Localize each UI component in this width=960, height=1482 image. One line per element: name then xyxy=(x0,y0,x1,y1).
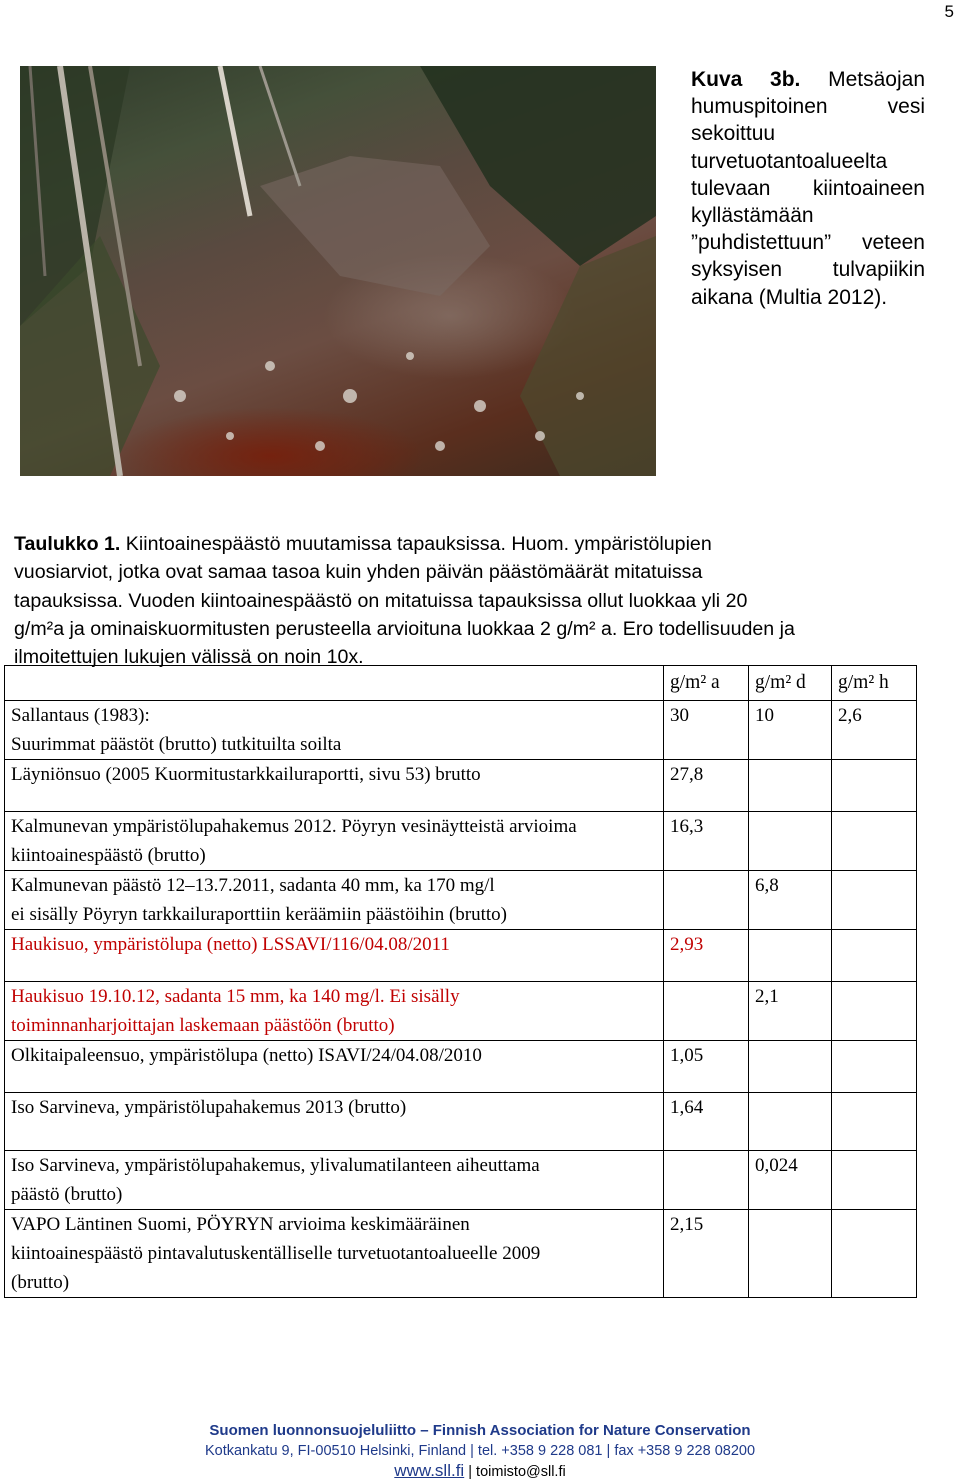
value-per-day xyxy=(749,812,832,871)
emissions-table xyxy=(4,665,917,1298)
value-per-day xyxy=(749,1210,832,1298)
header-per-day: g/m² d xyxy=(749,666,832,701)
value-per-year xyxy=(664,982,749,1041)
caption-label: Kuva 3b. xyxy=(691,68,801,91)
table-label: Taulukko 1. xyxy=(14,533,121,555)
page-footer xyxy=(0,1421,960,1482)
value-per-year: 1,64 xyxy=(664,1093,749,1151)
value-per-year: 1,05 xyxy=(664,1041,749,1093)
value-per-year xyxy=(664,871,749,930)
table-row xyxy=(5,982,917,1041)
description-line: Sallantaus (1983): xyxy=(11,705,150,726)
table-header-row xyxy=(5,666,917,701)
header-per-year: g/m² a xyxy=(664,666,749,701)
value-per-day xyxy=(749,1093,832,1151)
description-line: kiintoainespäästö (brutto) xyxy=(11,845,206,866)
header-per-hour: g/m² h xyxy=(832,666,917,701)
description-line: Suurimmat päästöt (brutto) tutkituilta soilta xyxy=(11,734,342,755)
description-line: Haukisuo, ympäristölupa (netto) LSSAVI/116/04.08/2011 xyxy=(11,934,450,955)
figure-caption xyxy=(691,66,925,311)
table-row xyxy=(5,1151,917,1210)
row-description xyxy=(5,812,664,871)
footer-email: toimisto@sll.fi xyxy=(476,1464,566,1480)
description-line: toiminnanharjoittajan laskemaan päästöön (brutto) xyxy=(11,1015,395,1036)
forest-ditch-photo xyxy=(20,66,656,476)
intro-text-1: Kiintoainespäästö muutamissa tapauksissa. Huom. ympäristölupien xyxy=(125,533,712,555)
row-description xyxy=(5,871,664,930)
value-per-hour xyxy=(832,871,917,930)
value-per-year: 30 xyxy=(664,701,749,760)
table-row xyxy=(5,760,917,812)
value-per-hour xyxy=(832,1210,917,1298)
header-empty xyxy=(5,666,664,701)
description-line: Haukisuo 19.10.12, sadanta 15 mm, ka 140 mg/l. Ei sisälly xyxy=(11,986,460,1007)
row-description xyxy=(5,1151,664,1210)
row-description xyxy=(5,701,664,760)
value-per-day: 6,8 xyxy=(749,871,832,930)
table-row xyxy=(5,1041,917,1093)
footer-address: Kotkankatu 9, FI-00510 Helsinki, Finland | tel. +358 9 228 081 | fax +358 9 228 08200 xyxy=(204,1443,756,1459)
value-per-year: 27,8 xyxy=(664,760,749,812)
table-row xyxy=(5,871,917,930)
value-per-year xyxy=(664,1151,749,1210)
row-description xyxy=(5,982,664,1041)
intro-line-1 xyxy=(14,530,960,558)
row-description xyxy=(5,930,664,982)
description-line: Olkitaipaleensuo, ympäristölupa (netto) ISAVI/24/04.08/2010 xyxy=(11,1045,482,1066)
value-per-hour xyxy=(832,982,917,1041)
value-per-year: 2,93 xyxy=(664,930,749,982)
row-description xyxy=(5,1093,664,1151)
intro-line-5: ilmoitettujen lukujen välissä on noin 10x. xyxy=(14,646,364,669)
table-row xyxy=(5,812,917,871)
caption-text: Metsäojan humuspitoinen vesi sekoittuu turvetuotantoalueelta tulevaan kiintoaineen kyllästämään ”puhdistettuun” veteen syksyisen tulvapiikin aikana (Multia 2012). xyxy=(691,68,925,309)
value-per-day xyxy=(749,930,832,982)
table-row xyxy=(5,1210,917,1298)
photo-illustration xyxy=(20,66,656,476)
footer-contact xyxy=(0,1461,960,1482)
row-description xyxy=(5,1210,664,1298)
value-per-year: 2,15 xyxy=(664,1210,749,1298)
value-per-hour xyxy=(832,1151,917,1210)
table-row xyxy=(5,1093,917,1151)
value-per-hour xyxy=(832,1093,917,1151)
table-row xyxy=(5,701,917,760)
description-line: Kalmunevan päästö 12–13.7.2011, sadanta 40 mm, ka 170 mg/l xyxy=(11,875,495,896)
description-line: päästö (brutto) xyxy=(11,1184,123,1205)
table-row xyxy=(5,930,917,982)
footer-separator: | xyxy=(468,1464,473,1480)
intro-line-4: g/m²a ja ominaiskuormitusten perusteella arvioituna luokkaa 2 g/m² a. Ero todellisuuden ja xyxy=(14,617,795,640)
intro-line-3: tapauksissa. Vuoden kiintoainespäästö on mitatuissa tapauksissa ollut luokkaa yli 20 xyxy=(14,589,748,612)
row-description xyxy=(5,1041,664,1093)
description-line: kiintoainespäästö pintavalutuskentälliselle turvetuotantoalueelle 2009 xyxy=(11,1243,541,1264)
value-per-hour xyxy=(832,812,917,871)
value-per-day: 2,1 xyxy=(749,982,832,1041)
value-per-day xyxy=(749,1041,832,1093)
description-line: (brutto) xyxy=(11,1272,70,1293)
footer-organization: Suomen luonnonsuojeluliitto – Finnish Association for Nature Conservation xyxy=(209,1422,751,1439)
intro-line-2: vuosiarviot, jotka ovat samaa tasoa kuin yhden päivän päästömäärät mitatuissa xyxy=(14,561,703,584)
description-line: Läyniönsuo (2005 Kuormitustarkkailuraportti, sivu 53) brutto xyxy=(11,764,481,785)
description-line: Iso Sarvineva, ympäristölupahakemus 2013 (brutto) xyxy=(11,1097,407,1118)
website-link[interactable]: www.sll.fi xyxy=(394,1461,465,1480)
value-per-day: 0,024 xyxy=(749,1151,832,1210)
value-per-day: 10 xyxy=(749,701,832,760)
description-line: ei sisälly Pöyryn tarkkailuraporttiin keräämiin päästöihin (brutto) xyxy=(11,904,507,925)
value-per-hour: 2,6 xyxy=(832,701,917,760)
description-line: Iso Sarvineva, ympäristölupahakemus, ylivalumatilanteen aiheuttama xyxy=(11,1155,540,1176)
value-per-hour xyxy=(832,930,917,982)
value-per-year: 16,3 xyxy=(664,812,749,871)
description-line: Kalmunevan ympäristölupahakemus 2012. Pöyryn vesinäytteistä arvioima xyxy=(11,816,577,837)
table-intro xyxy=(14,530,960,671)
value-per-day xyxy=(749,760,832,812)
value-per-hour xyxy=(832,760,917,812)
row-description xyxy=(5,760,664,812)
page-number: 5 xyxy=(944,2,954,21)
value-per-hour xyxy=(832,1041,917,1093)
description-line: VAPO Läntinen Suomi, PÖYRYN arvioima keskimääräinen xyxy=(11,1214,470,1235)
